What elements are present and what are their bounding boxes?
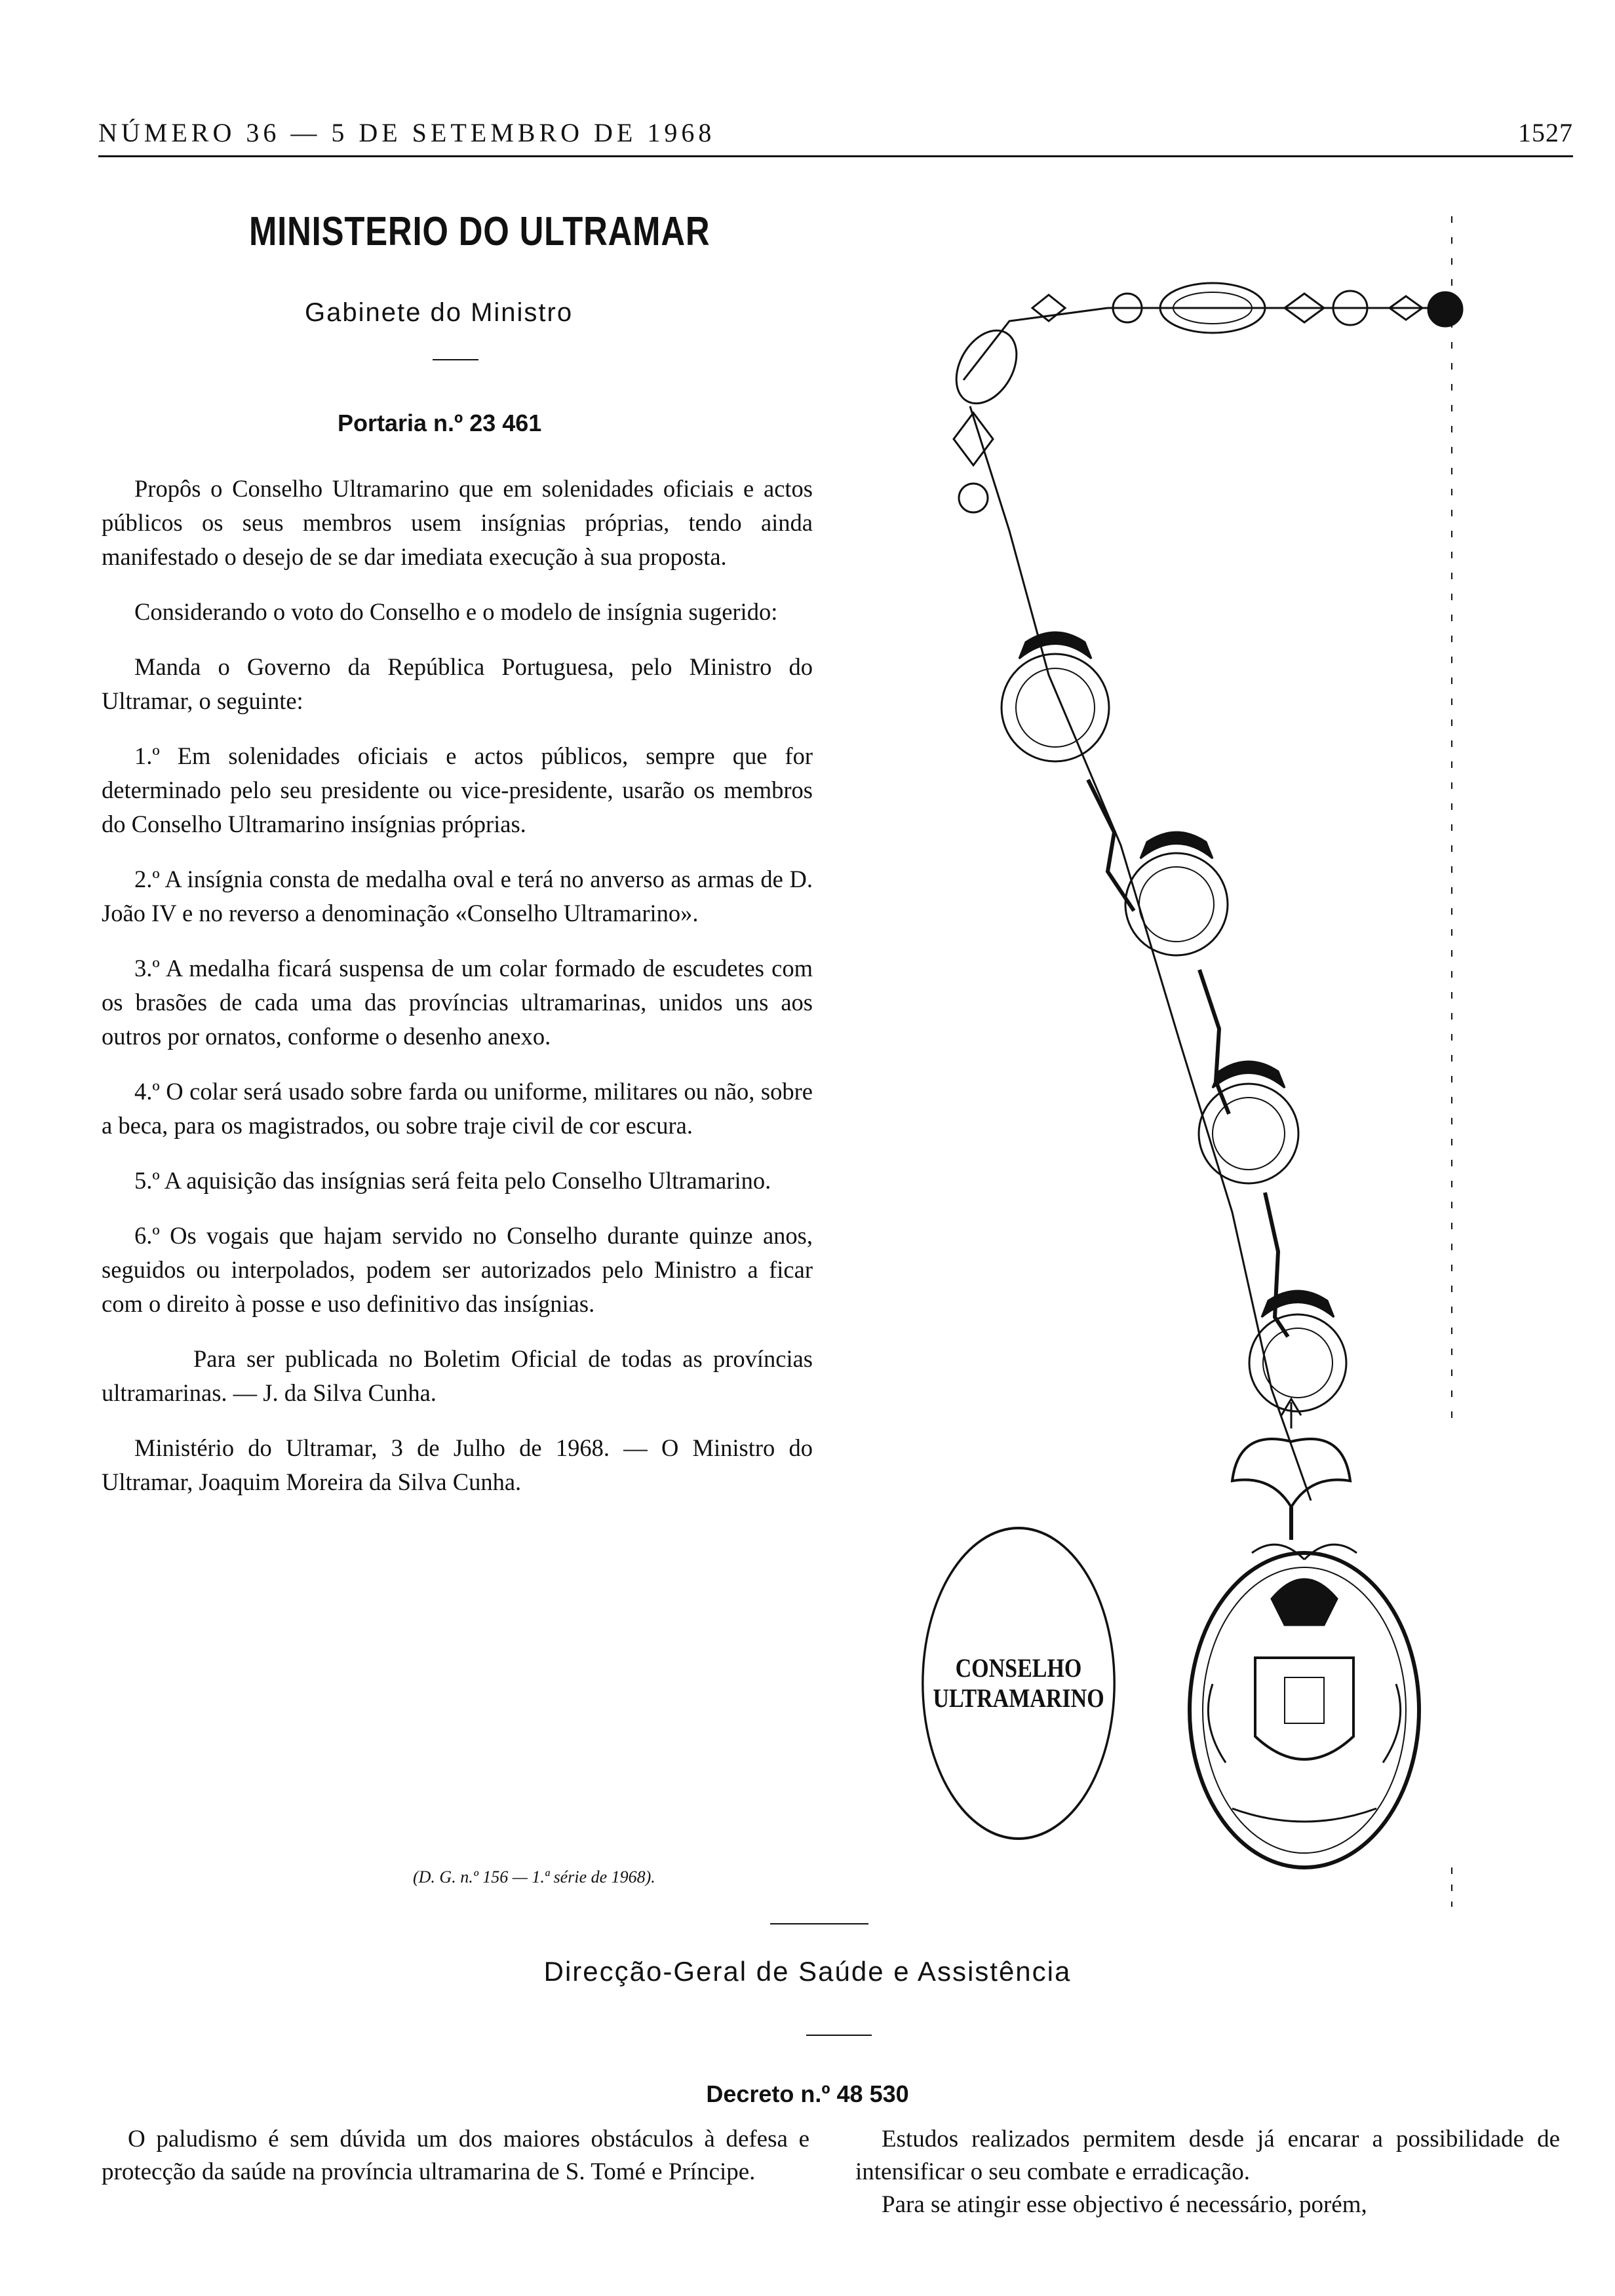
crest [1272,1579,1337,1625]
portaria-body [102,472,813,1511]
section-heading: Direcção-Geral de Saúde e Assistência [543,1956,1072,1987]
decreto-title: Decreto n.º 48 530 [706,2080,909,2107]
section-divider [770,1923,868,1924]
paragraph: 1.º Em solenidades oficiais e actos públicos, sempre que for determinado pelo seu presidente ou vice-presidente, usarão os membros do Conselho Ultramarino insígnias próprias. [102,742,813,837]
escutcheon [1125,832,1228,955]
chain-ornament [1428,292,1462,326]
paragraph: 5.º A aquisição das insígnias será feita pelo Conselho Ultramarino. [134,1167,771,1194]
separator [806,2035,872,2036]
paragraph: O paludismo é sem dúvida um dos maiores obstáculos à defesa e protecção da saúde na província ultramarina de S. Tomé e Príncipe. [102,2126,809,2185]
paragraph: Propôs o Conselho Ultramarino que em solenidades oficiais e actos públicos os seus membros usem insígnias próprias, tendo ainda manifestado o desejo de se dar imediata execução à sua proposta. [102,475,813,570]
diario-reference: (D. G. n.º 156 — 1.ª série de 1968). [413,1867,655,1886]
chain-diagonal [970,406,1311,1501]
ministry-heading: MINISTERIO DO ULTRAMAR [249,209,710,254]
paragraph: Considerando o voto do Conselho e o modelo de insígnia sugerido: [134,598,778,625]
signature-line: Ministério do Ultramar, 3 de Julho de 1968. — O Ministro do Ultramar, Joaquim Moreira da Silva Cunha. [102,1434,813,1495]
separator [433,359,478,360]
medal-label-line: CONSELHO [955,1653,1082,1683]
paragraph: Manda o Governo da República Portuguesa, pelo Ministro do Ultramar, o seguinte: [102,653,813,714]
portaria-title: Portaria n.º 23 461 [338,410,542,436]
medal [1190,1544,1419,1867]
page-header [98,115,1573,157]
ornate-link [1199,970,1229,1114]
paragraph: Para se atingir esse objectivo é necessário, porém, [882,2191,1367,2218]
issue-title: NÚMERO 36 — 5 DE SETEMBRO DE 1968 [98,118,716,147]
office-heading: Gabinete do Ministro [305,298,574,327]
paragraph: 4.º O colar será usado sobre farda ou uniforme, militares ou não, sobre a beca, para os magistrados, ou sobre traje civil de cor escura. [102,1078,813,1139]
chain-oval [944,320,1028,414]
ornate-link [1265,1193,1288,1337]
escutcheon [1002,632,1109,761]
decreto-column-left [102,2123,809,2189]
page-number: 1527 [1518,118,1573,147]
paragraph: 6.º Os vogais que hajam servido no Conselho durante quinze anos, seguidos ou interpolados, podem ser autorizados pelo Ministro a ficar com o direito à posse e uso definitivo das insígnias. [102,1222,813,1317]
paragraph: 3.º A medalha ficará suspensa de um colar formado de escudetes com os brasões de cada uma das províncias ultramarinas, unidos uns aos outros por ornatos, conforme o desenho anexo. [102,955,813,1050]
escutcheon [1199,1062,1298,1183]
chain-ornament [959,484,988,512]
medal-label-line: ULTRAMARINO [933,1683,1104,1713]
paragraph: Estudos realizados permitem desde já encarar a possibilidade de intensificar o seu combate e erradicação. [855,2126,1560,2185]
paragraph: 2.º A insígnia consta de medalha oval e terá no anverso as armas de D. João IV e no reverso a denominação «Conselho Ultramarino». [102,866,813,927]
publication-note: Para ser publicada no Boletim Oficial de todas as províncias ultramarinas. — J. da Silva Cunha. [102,1345,813,1406]
coat-of-arms [1255,1658,1353,1759]
medal-reverse-label [922,1527,1116,1840]
pendant-ornament [1232,1439,1350,1507]
decreto-column-right [855,2123,1560,2221]
